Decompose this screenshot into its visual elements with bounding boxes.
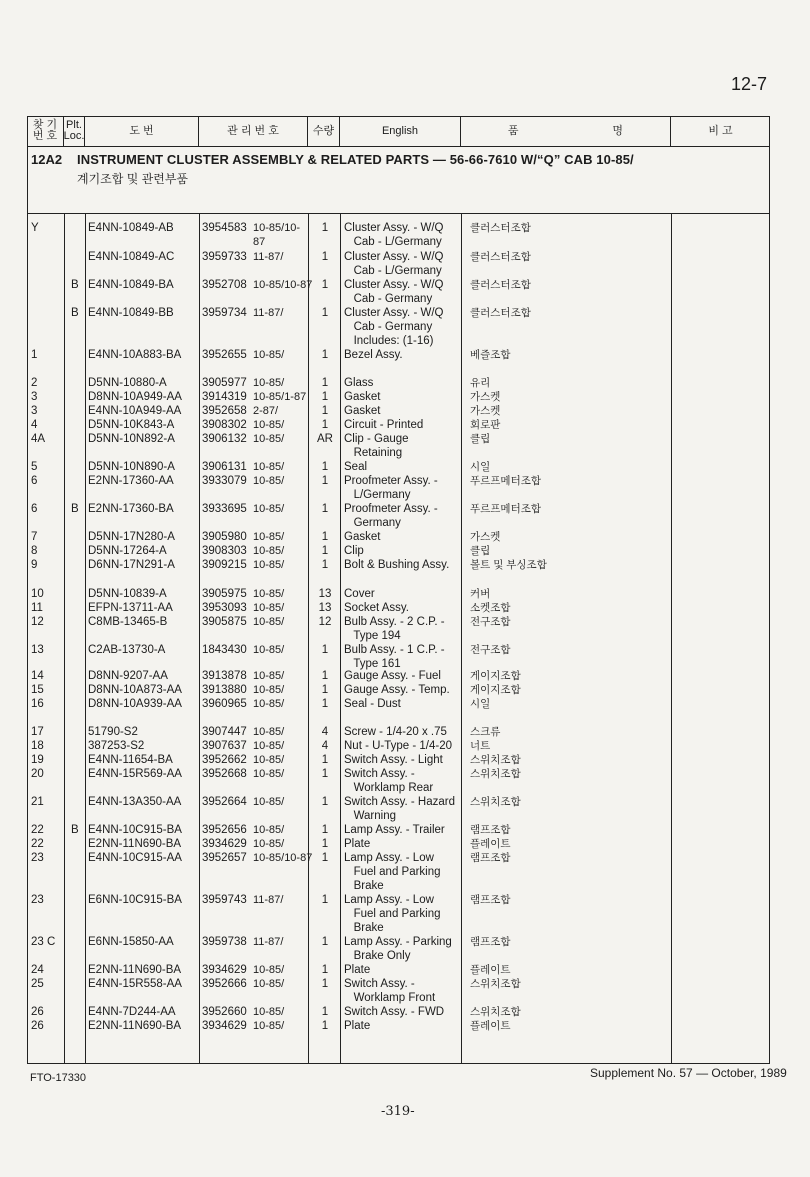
effective-date: 10-85/ [253,740,285,752]
effective-date: 10-85/1-87 [253,391,307,403]
quantity: 1 [321,503,329,515]
part-number: C8MB-13465-B [88,616,168,628]
english-description: Glass [344,377,374,389]
part-number: E4NN-10A883-BA [88,349,182,361]
part-number: D8NN-10A949-AA [88,391,182,403]
effective-date: 10-85/ [253,616,285,628]
column-divider [671,213,672,1064]
english-description: Seal [344,461,368,473]
effective-date: 10-85/ [253,698,285,710]
ref-number: 10 [31,588,44,600]
ref-number: 15 [31,684,44,696]
quantity: 1 [321,222,329,234]
quantity: 13 [318,602,332,614]
quantity: 1 [321,754,329,766]
part-number: D8NN-10A939-AA [88,698,182,710]
quantity: 1 [321,852,329,864]
effective-date: 10-85/10-87 [253,852,313,864]
korean-description: 스위치조합 [470,978,521,990]
quantity: 1 [321,768,329,780]
code-number: 3934629 [202,838,247,850]
quantity: 1 [321,1020,329,1032]
section-id: 12A2 [31,152,63,167]
part-number: D5NN-10839-A [88,588,167,600]
section-title: INSTRUMENT CLUSTER ASSEMBLY & RELATED PARTS — 56-66-7610 W/“Q” CAB 10-85/ [77,152,634,167]
english-description: Clip [344,545,364,557]
effective-date: 10-85/ [253,796,285,808]
part-number: E4NN-11654-BA [88,754,173,766]
code-number: 3905980 [202,531,247,543]
effective-date: 10-85/ [253,531,285,543]
column-divider [199,213,200,1064]
korean-description: 클러스터조합 [470,279,531,291]
part-number: C2AB-13730-A [88,644,166,656]
english-description: Socket Assy. [344,602,409,614]
header-ref-no: 찾 기 번 호 [27,116,64,146]
code-number: 3905875 [202,616,247,628]
part-number: E4NN-10849-BA [88,279,174,291]
english-description: Gauge Assy. - Temp. [344,684,450,696]
quantity: 1 [321,559,329,571]
code-number: 3913880 [202,684,247,696]
code-number: 3959733 [202,251,247,263]
english-description: Lamp Assy. - Trailer [344,824,445,836]
english-description: Bolt & Bushing Assy. [344,559,450,571]
code-number: 3934629 [202,1020,247,1032]
ref-number: 23 [31,852,44,864]
part-number: D5NN-17N280-A [88,531,175,543]
quantity: 1 [321,824,329,836]
quantity: 4 [321,740,329,752]
effective-date: 10-85/ [253,559,285,571]
ref-number: 23 C [31,936,56,948]
effective-date: 10-85/ [253,349,285,361]
effective-date: 10-85/ [253,754,285,766]
ref-number: 24 [31,964,44,976]
english-description: Cluster Assy. - W/Q Cab - L/Germany [344,251,444,277]
english-description: Seal - Dust [344,698,401,710]
part-number: E2NN-11N690-BA [88,838,182,850]
english-description: Cover [344,588,375,600]
code-number: 3914319 [202,391,247,403]
ref-number: 6 [31,503,38,515]
ref-number: 3 [31,405,38,417]
english-description: Cluster Assy. - W/Q Cab - Germany [344,279,444,305]
part-number: E6NN-10C915-BA [88,894,182,906]
ref-number: 6 [31,475,38,487]
korean-description: 스위치조합 [470,796,521,808]
korean-description: 가스켓 [470,531,501,543]
quantity: 1 [321,419,329,431]
part-number: D5NN-10N892-A [88,433,175,445]
english-description: Plate [344,838,371,850]
ref-number: 7 [31,531,38,543]
korean-description: 볼트 및 부싱조합 [470,559,547,571]
part-number: D8NN-10A873-AA [88,684,182,696]
quantity: 1 [321,391,329,403]
korean-description: 클러스터조합 [470,251,531,263]
code-number: 3952656 [202,824,247,836]
effective-date: 10-85/ [253,726,285,738]
effective-date: 11-87/ [253,936,284,948]
quantity: 1 [321,251,329,263]
code-number: 3909215 [202,559,247,571]
quantity: 1 [321,1006,329,1018]
section-korean-title: 계기조합 및 관련부품 [77,172,188,186]
part-number: E2NN-11N690-BA [88,1020,182,1032]
effective-date: 10-85/10-87 [253,279,313,291]
english-description: Plate [344,964,371,976]
korean-description: 스크류 [470,726,501,738]
column-divider [340,213,341,1064]
code-number: 3952660 [202,1006,247,1018]
part-number: 387253-S2 [88,740,145,752]
code-number: 3959743 [202,894,247,906]
english-description: Switch Assy. - FWD [344,1006,445,1018]
effective-date: 10-85/ [253,419,285,431]
effective-date: 10-85/ [253,1020,285,1032]
supplement-note: Supplement No. 57 — October, 1989 [590,1066,787,1080]
part-number: D5NN-10K843-A [88,419,175,431]
effective-date: 10-85/ [253,475,285,487]
korean-description: 클러스터조합 [470,222,531,234]
section-divider [27,213,770,214]
ref-number: 23 [31,894,44,906]
effective-date: 10-85/ [253,644,285,656]
korean-description: 램프조합 [470,894,511,906]
korean-description: 플레이트 [470,1020,511,1032]
effective-date: 11-87/ [253,894,284,906]
effective-date: 10-85/ [253,433,285,445]
effective-date: 10-85/ [253,503,285,515]
quantity: 1 [321,307,329,319]
part-number: E2NN-17360-AA [88,475,174,487]
header-remarks: 비 고 [708,124,733,137]
form-number: FTO-17330 [30,1072,87,1084]
code-number: 3933695 [202,503,247,515]
code-number: 3906131 [202,461,247,473]
korean-description: 가스켓 [470,405,501,417]
ref-number: 4 [31,419,38,431]
ref-number: 20 [31,768,44,780]
english-description: Nut - U-Type - 1/4-20 [344,740,453,752]
korean-description: 게이지조합 [470,684,521,696]
ref-number: 11 [31,602,43,614]
korean-description: 램프조합 [470,936,511,948]
korean-description: 가스켓 [470,391,501,403]
code-number: 3952657 [202,852,247,864]
header-code-no: 관 리 번 호 [199,116,308,146]
part-number: E2NN-11N690-BA [88,964,182,976]
ref-number: 22 [31,824,44,836]
korean-description: 전구조합 [470,644,511,656]
english-description: Bulb Assy. - 1 C.P. - Type 161 [344,644,445,670]
ref-number: 5 [31,461,38,473]
quantity: AR [317,433,333,445]
ref-number: 14 [31,670,44,682]
part-number: EFPN-13711-AA [88,602,173,614]
korean-description: 유리 [470,377,491,389]
quantity: 1 [321,349,329,361]
english-description: Gauge Assy. - Fuel [344,670,441,682]
english-description: Switch Assy. - Hazard Warning [344,796,455,822]
korean-description: 스위치조합 [470,768,521,780]
header-korean-a: 품 [507,124,519,137]
plant-location: B [71,824,79,836]
part-number: E4NN-15R558-AA [88,978,182,990]
effective-date: 10-85/ [253,978,285,990]
effective-date: 10-85/ [253,461,285,473]
code-number: 3954583 [202,222,247,234]
part-number: E4NN-10849-AC [88,251,175,263]
korean-description: 너트 [470,740,491,752]
english-description: Lamp Assy. - Low Fuel and Parking Brake [344,852,441,892]
code-number: 3906132 [202,433,247,445]
page-number: 12-7 [731,74,768,94]
korean-description: 스위치조합 [470,1006,521,1018]
quantity: 1 [321,978,329,990]
effective-date: 10-85/ [253,602,285,614]
code-number: 1843430 [202,644,247,656]
ref-number: 19 [31,754,44,766]
english-description: Cluster Assy. - W/Q Cab - L/Germany [344,222,444,248]
korean-description: 스위치조합 [470,754,521,766]
plant-location: B [71,279,79,291]
ref-number: 9 [31,559,38,571]
code-number: 3952666 [202,978,247,990]
column-divider [64,213,65,1064]
code-number: 3960965 [202,698,247,710]
header-korean-b: 명 [612,124,624,137]
plant-location: B [71,503,79,515]
quantity: 1 [321,936,329,948]
part-number: D8NN-9207-AA [88,670,168,682]
quantity: 1 [321,545,329,557]
korean-description: 플레이트 [470,838,511,850]
footer-page-number: -319- [381,1104,415,1119]
code-number: 3905977 [202,377,247,389]
ref-number: 12 [31,616,44,628]
quantity: 1 [321,644,329,656]
english-description: Screw - 1/4-20 x .75 [344,726,447,738]
quantity: 1 [321,279,329,291]
korean-description: 푸르프메터조합 [470,475,542,487]
ref-number: 2 [31,377,38,389]
code-number: 3952658 [202,405,247,417]
quantity: 1 [321,670,329,682]
effective-date: 10-85/ [253,588,285,600]
effective-date: 10-85/ [253,377,285,389]
code-number: 3934629 [202,964,247,976]
effective-date: 10-85/10- 87 [253,222,301,248]
korean-description: 플레이트 [470,964,511,976]
english-description: Circuit - Printed [344,419,424,431]
effective-date: 10-85/ [253,670,285,682]
korean-description: 게이지조합 [470,670,521,682]
part-number: E4NN-10A949-AA [88,405,182,417]
quantity: 1 [321,531,329,543]
korean-description: 베즐조합 [470,349,511,361]
english-description: Switch Assy. - Worklamp Rear [344,768,434,794]
korean-description: 램프조합 [470,824,511,836]
quantity: 4 [321,726,329,738]
code-number: 3952708 [202,279,247,291]
effective-date: 10-85/ [253,545,285,557]
code-number: 3959738 [202,936,247,948]
column-divider [461,213,462,1064]
korean-description: 시일 [470,461,491,473]
part-number: 51790-S2 [88,726,138,738]
effective-date: 10-85/ [253,964,285,976]
english-description: Cluster Assy. - W/Q Cab - Germany Includes: (1-16) [344,307,444,347]
code-number: 3952662 [202,754,247,766]
code-number: 3907447 [202,726,247,738]
ref-number: Y [31,222,39,234]
header-part-no: 도 번 [85,116,199,146]
quantity: 1 [321,796,329,808]
quantity: 1 [321,405,329,417]
ref-number: 25 [31,978,44,990]
code-number: 3905975 [202,588,247,600]
code-number: 3908302 [202,419,247,431]
quantity: 1 [321,377,329,389]
part-number: E4NN-10C915-AA [88,852,182,864]
korean-description: 회로판 [470,419,501,431]
korean-description: 클러스터조합 [470,307,531,319]
part-number: D6NN-17N291-A [88,559,175,571]
ref-number: 13 [31,644,44,656]
english-description: Bulb Assy. - 2 C.P. - Type 194 [344,616,445,642]
part-number: E2NN-17360-BA [88,503,174,515]
header-korean-name [461,116,671,146]
korean-description: 클립 [470,433,491,445]
quantity: 1 [321,964,329,976]
part-number: E4NN-10849-AB [88,222,174,234]
column-divider [85,213,86,1064]
header-qty: 수량 [308,116,340,146]
header-plt-loc: Plt. Loc. [64,116,85,146]
english-description: Lamp Assy. - Parking Brake Only [344,936,452,962]
quantity: 1 [321,684,329,696]
quantity: 12 [318,616,332,628]
quantity: 1 [321,475,329,487]
ref-number: 3 [31,391,38,403]
code-number: 3907637 [202,740,247,752]
ref-number: 26 [31,1006,44,1018]
code-number: 3908303 [202,545,247,557]
quantity: 13 [318,588,332,600]
ref-number: 18 [31,740,44,752]
quantity: 1 [321,838,329,850]
korean-description: 시일 [470,698,491,710]
part-number: E4NN-10C915-BA [88,824,182,836]
part-number: D5NN-10N890-A [88,461,175,473]
quantity: 1 [321,461,329,473]
effective-date: 11-87/ [253,251,284,263]
part-number: E6NN-15850-AA [88,936,174,948]
english-description: Proofmeter Assy. - Germany [344,503,438,529]
ref-number: 26 [31,1020,44,1032]
code-number: 3959734 [202,307,247,319]
english-description: Lamp Assy. - Low Fuel and Parking Brake [344,894,441,934]
part-number: D5NN-17264-A [88,545,167,557]
code-number: 3952664 [202,796,247,808]
code-number: 3952668 [202,768,247,780]
ref-number: 4A [31,433,46,445]
effective-date: 2-87/ [253,405,279,417]
code-number: 3913878 [202,670,247,682]
english-description: Gasket [344,531,381,543]
english-description: Switch Assy. - Worklamp Front [344,978,436,1004]
quantity: 1 [321,698,329,710]
english-description: Switch Assy. - Light [344,754,443,766]
korean-description: 전구조합 [470,616,511,628]
effective-date: 10-85/ [253,768,285,780]
ref-number: 17 [31,726,44,738]
ref-number: 8 [31,545,38,557]
ref-number: 16 [31,698,44,710]
english-description: Proofmeter Assy. - L/Germany [344,475,438,501]
quantity: 1 [321,894,329,906]
ref-number: 21 [31,796,44,808]
plant-location: B [71,307,79,319]
english-description: Clip - Gauge Retaining [344,433,409,459]
effective-date: 10-85/ [253,838,285,850]
ref-number: 1 [31,349,38,361]
part-number: E4NN-7D244-AA [88,1006,176,1018]
code-number: 3953093 [202,602,247,614]
column-divider [308,213,309,1064]
part-number: E4NN-13A350-AA [88,796,182,808]
korean-description: 램프조합 [470,852,511,864]
code-number: 3933079 [202,475,247,487]
code-number: 3952655 [202,349,247,361]
effective-date: 10-85/ [253,824,285,836]
korean-description: 소켓조합 [470,602,511,614]
ref-number: 22 [31,838,44,850]
english-description: Gasket [344,391,381,403]
header-english: English [340,116,461,146]
english-description: Gasket [344,405,381,417]
korean-description: 클립 [470,545,491,557]
effective-date: 10-85/ [253,1006,285,1018]
korean-description: 커버 [470,588,491,600]
part-number: E4NN-10849-BB [88,307,174,319]
header-divider [27,146,770,147]
effective-date: 11-87/ [253,307,284,319]
english-description: Plate [344,1020,371,1032]
english-description: Bezel Assy. [344,349,403,361]
korean-description: 푸르프메터조합 [470,503,542,515]
effective-date: 10-85/ [253,684,285,696]
part-number: E4NN-15R569-AA [88,768,182,780]
part-number: D5NN-10880-A [88,377,167,389]
